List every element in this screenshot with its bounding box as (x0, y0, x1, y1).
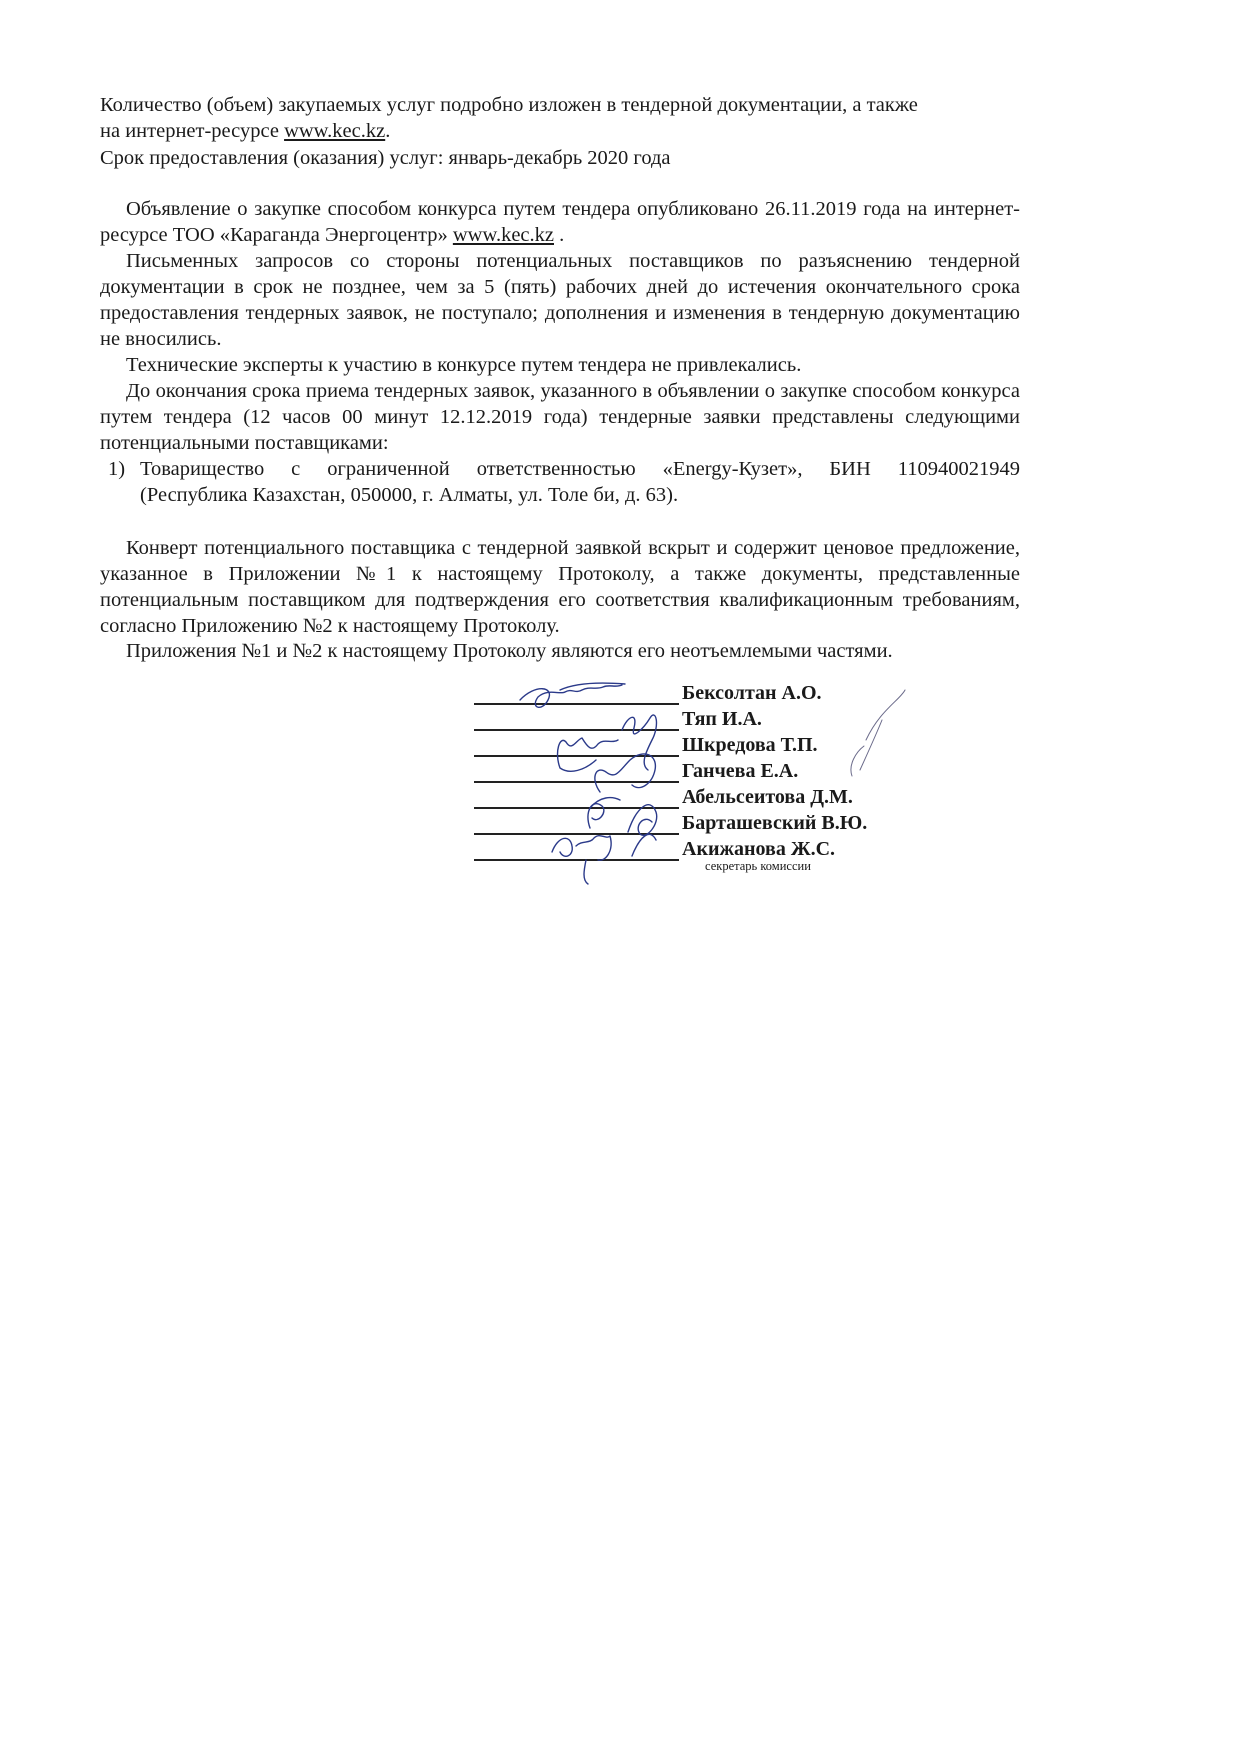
signatory-name: Бексолтан А.О. (682, 682, 822, 704)
announcement-text: Объявление о закупке способом конкурса путем тендера опубликовано 26.11.2019 года на интернет-ресурсе ТОО «Караганда Энергоцентр» (100, 198, 1020, 246)
service-period: Срок предоставления (оказания) услуг: январь-декабрь 2020 года (100, 147, 671, 169)
signatories-list (682, 680, 867, 862)
intro-line-2-suffix: . (385, 120, 391, 142)
signature-2 (622, 715, 656, 770)
signature-3 (558, 738, 618, 771)
signature-6 (552, 836, 611, 884)
announcement-link[interactable]: www.kec.kz (452, 224, 554, 246)
signatory-name: Барташевский В.Ю. (682, 812, 868, 834)
announcement-suffix: . (554, 224, 565, 246)
signature-4 (590, 754, 655, 808)
appendices-paragraph: Приложения №1 и №2 к настоящему Протоколу являются его неотъемлемыми частями. (126, 640, 893, 662)
supplier-name: Товарищество с ограниченной ответственностью «Energy-Кузет», БИН 110940021949 (140, 458, 1020, 480)
kec-link[interactable]: www.kec.kz (284, 120, 386, 142)
secretary-caption: секретарь комиссии (705, 859, 811, 873)
intro-line-1: Количество (объем) закупаемых услуг подробно изложен в тендерной документации, а также (100, 94, 918, 116)
intro-line-2-prefix: на интернет-ресурсе (100, 120, 285, 142)
signatory-name: Шкредова Т.П. (682, 734, 818, 756)
deadline-paragraph: До окончания срока приема тендерных заявок, указанного в объявлении о закупке способом конкурса путем тендера (12 часов 00 минут 12.12.2019 года) тендерные заявки представлены следующими потенциальными поставщиками: (100, 380, 1020, 454)
signature-1 (520, 685, 622, 707)
signatory-name: Ганчева Е.А. (682, 760, 799, 782)
requests-paragraph: Письменных запросов со стороны потенциальных поставщиков по разъяснению тендерной документации в срок не позднее, чем за 5 (пять) рабочих дней до истечения окончательного срока предоставления тендерных заявок, не поступало; дополнения и изменения в тендерную документацию не вносились. (100, 250, 1020, 350)
signatory-name: Абельсеитова Д.М. (682, 786, 853, 808)
supplier-address: (Республика Казахстан, 050000, г. Алматы, ул. Толе би, д. 63). (140, 484, 679, 506)
signatory-name: Акижанова Ж.С. (682, 838, 836, 860)
envelope-paragraph: Конверт потенциального поставщика с тендерной заявкой вскрыт и содержит ценовое предложение, указанное в Приложении №1 к настоящему Протоколу, а также документы, представленные потенциальным поставщиком для подтверждения его соответствия квалификационным требованиям, согласно Приложению №2 к настоящему Протоколу. (100, 537, 1020, 637)
signatory-name: Тяп И.А. (682, 708, 762, 730)
experts-paragraph: Технические эксперты к участию в конкурсе путем тендера не привлекались. (126, 354, 802, 376)
signature-5 (588, 804, 657, 836)
supplier-number: 1) (108, 458, 126, 480)
